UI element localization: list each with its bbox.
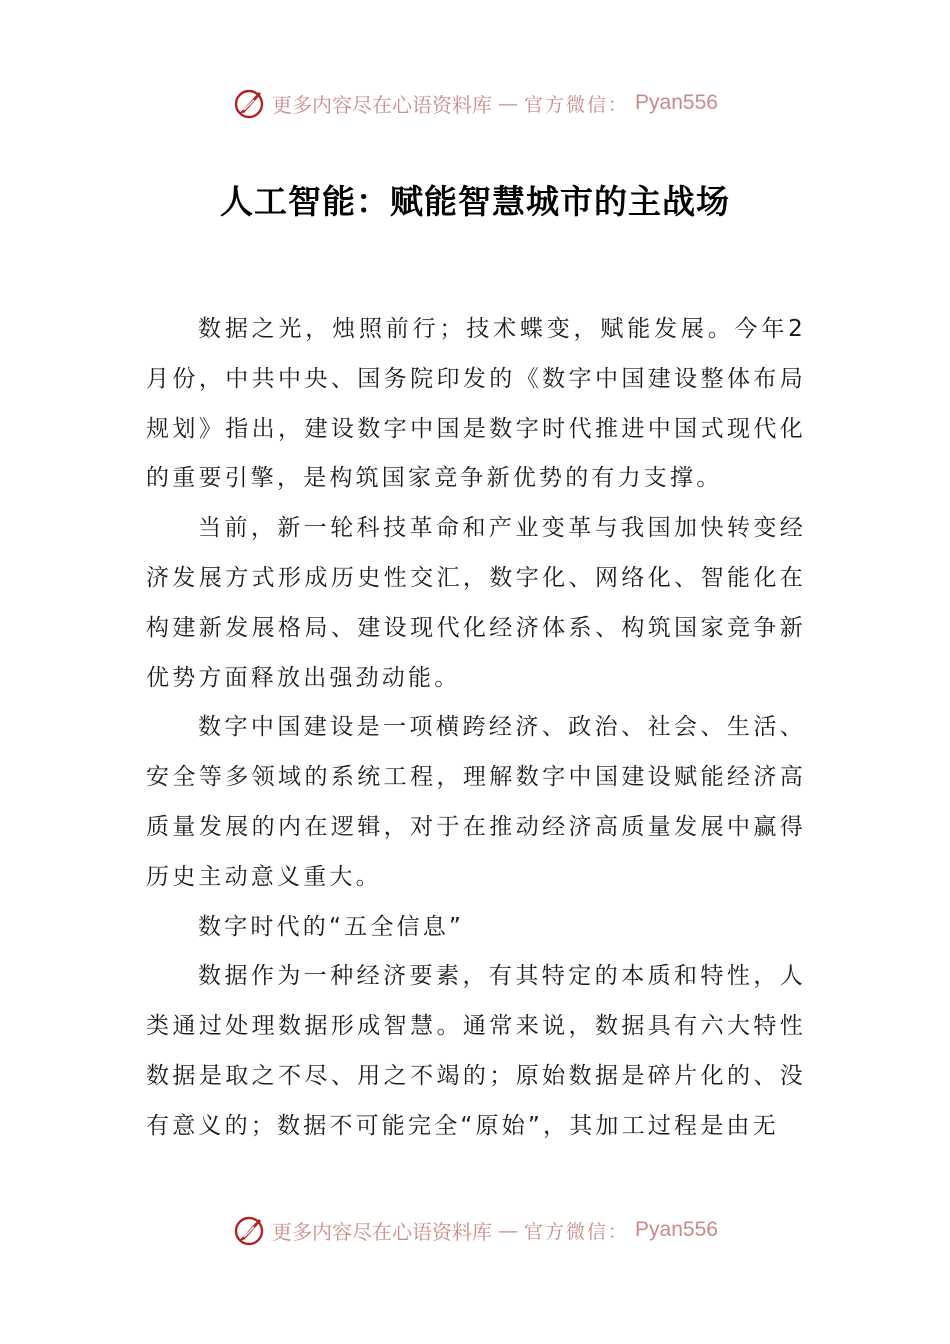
- header-contact-label: 官方微信：: [524, 93, 630, 116]
- section-heading: 数字时代的“五全信息”: [198, 913, 465, 940]
- header-banner: [0, 83, 950, 123]
- footer-banner: [0, 1210, 950, 1250]
- quill-pen-logo-icon: [232, 86, 266, 120]
- footer-contact-label: 官方微信：: [524, 1220, 630, 1243]
- document-title: 人工智能：赋能智慧城市的主战场: [220, 182, 730, 221]
- paragraph: 数字中国建设是一项横跨经济、政治、社会、生活、安全等多领域的系统工程，理解数字中国建设赋能经济高质量发展的内在逻辑，对于在推动经济高质量发展中赢得历史主动意义重大。: [146, 714, 806, 890]
- paragraph: 当前，新一轮科技革命和产业变革与我国加快转变经济发展方式形成历史性交汇，数字化、网络化、智能化在构建新发展格局、建设现代化经济体系、构筑国家竞争新优势方面释放出强劲动能。: [146, 515, 806, 691]
- paragraph: 数据作为一种经济要素，有其特定的本质和特性，人类通过处理数据形成智慧。通常来说，数据具有六大特性数据是取之不尽、用之不竭的；原始数据是碎片化的、没有意义的；数据不可能完全“原始”，其加工过程是由无: [146, 963, 806, 1139]
- header-wechat-id: Pyan556: [635, 91, 718, 114]
- document-body: [146, 305, 806, 1152]
- paragraph: 数据之光，烛照前行；技术蝶变，赋能发展。今年2月份，中共中央、国务院印发的《数字中国建设整体布局规划》指出，建设数字中国是数字时代推进中国式现代化的重要引擎，是构筑国家竞争新优势的有力支撑。: [146, 316, 806, 492]
- header-separator: —: [498, 91, 519, 115]
- footer-promo-text: 更多内容尽在心语资料库: [272, 1219, 493, 1244]
- footer-separator: —: [498, 1218, 519, 1242]
- footer-wechat-id: Pyan556: [635, 1218, 718, 1241]
- quill-pen-logo-icon: [232, 1213, 266, 1247]
- header-promo-text: 更多内容尽在心语资料库: [272, 92, 493, 117]
